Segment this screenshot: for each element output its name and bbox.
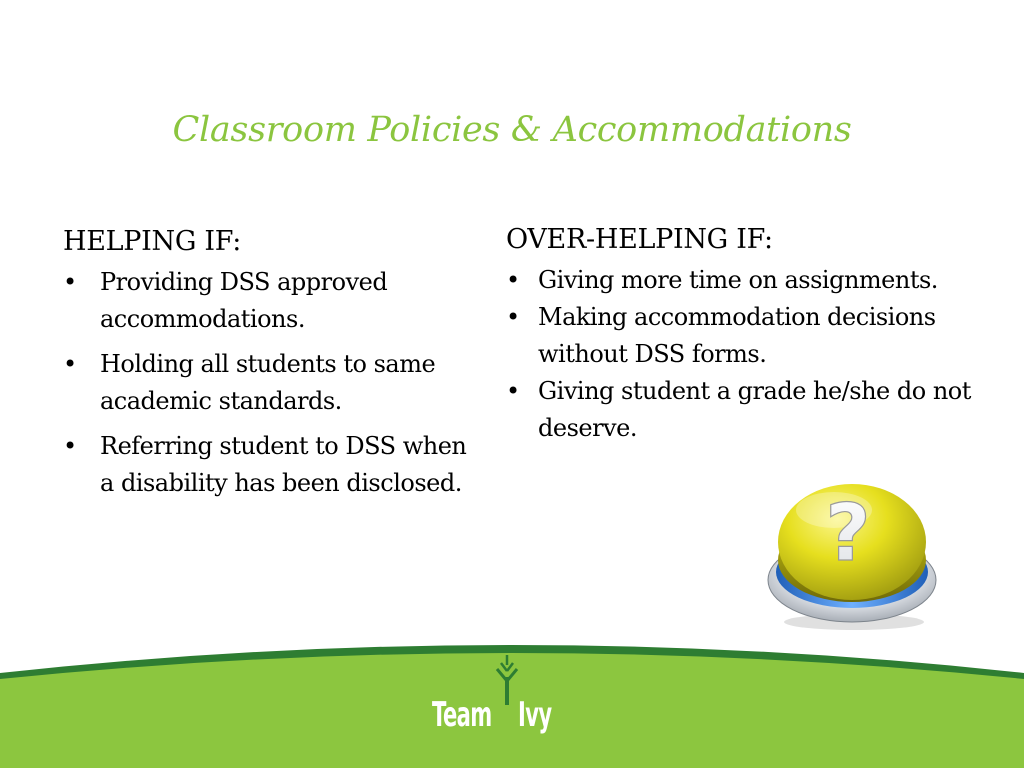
over-helping-column [506,220,1006,447]
bullet-dot-icon: • [63,350,77,378]
bullet-dot-icon: • [63,268,77,296]
question-mark-button-icon [764,472,942,632]
list-item [506,299,1006,373]
list-item-text: Providing DSS approved accommodations. [100,268,388,333]
list-item-text: Giving student a grade he/she do not deserve. [538,377,971,442]
over-helping-list [506,262,1006,447]
logo-word-ivy: Ivy [518,695,552,735]
bullet-dot-icon: • [506,303,520,331]
list-item-text: Making accommodation decisions without DSS forms. [538,303,936,368]
list-item-text: Referring student to DSS when a disability has been disclosed. [100,432,467,497]
list-item [63,346,483,420]
list-item [506,373,1006,447]
over-helping-heading: OVER-HELPING IF: [506,224,773,255]
list-item [63,264,483,338]
helping-list [63,264,483,502]
bullet-dot-icon: • [506,377,520,405]
helping-column [63,222,483,510]
question-mark-glyph: ? [825,489,871,579]
helping-heading: HELPING IF: [63,226,242,257]
slide-title: Classroom Policies & Accommodations [172,110,852,150]
list-item [506,262,1006,299]
list-item-text: Holding all students to same academic standards. [100,350,436,415]
sprout-icon [493,655,521,705]
logo-word-team: Team [432,695,492,735]
list-item [63,428,483,502]
bullet-dot-icon: • [506,266,520,294]
bullet-dot-icon: • [63,432,77,460]
list-item-text: Giving more time on assignments. [538,266,938,294]
team-ivy-logo [432,655,570,750]
